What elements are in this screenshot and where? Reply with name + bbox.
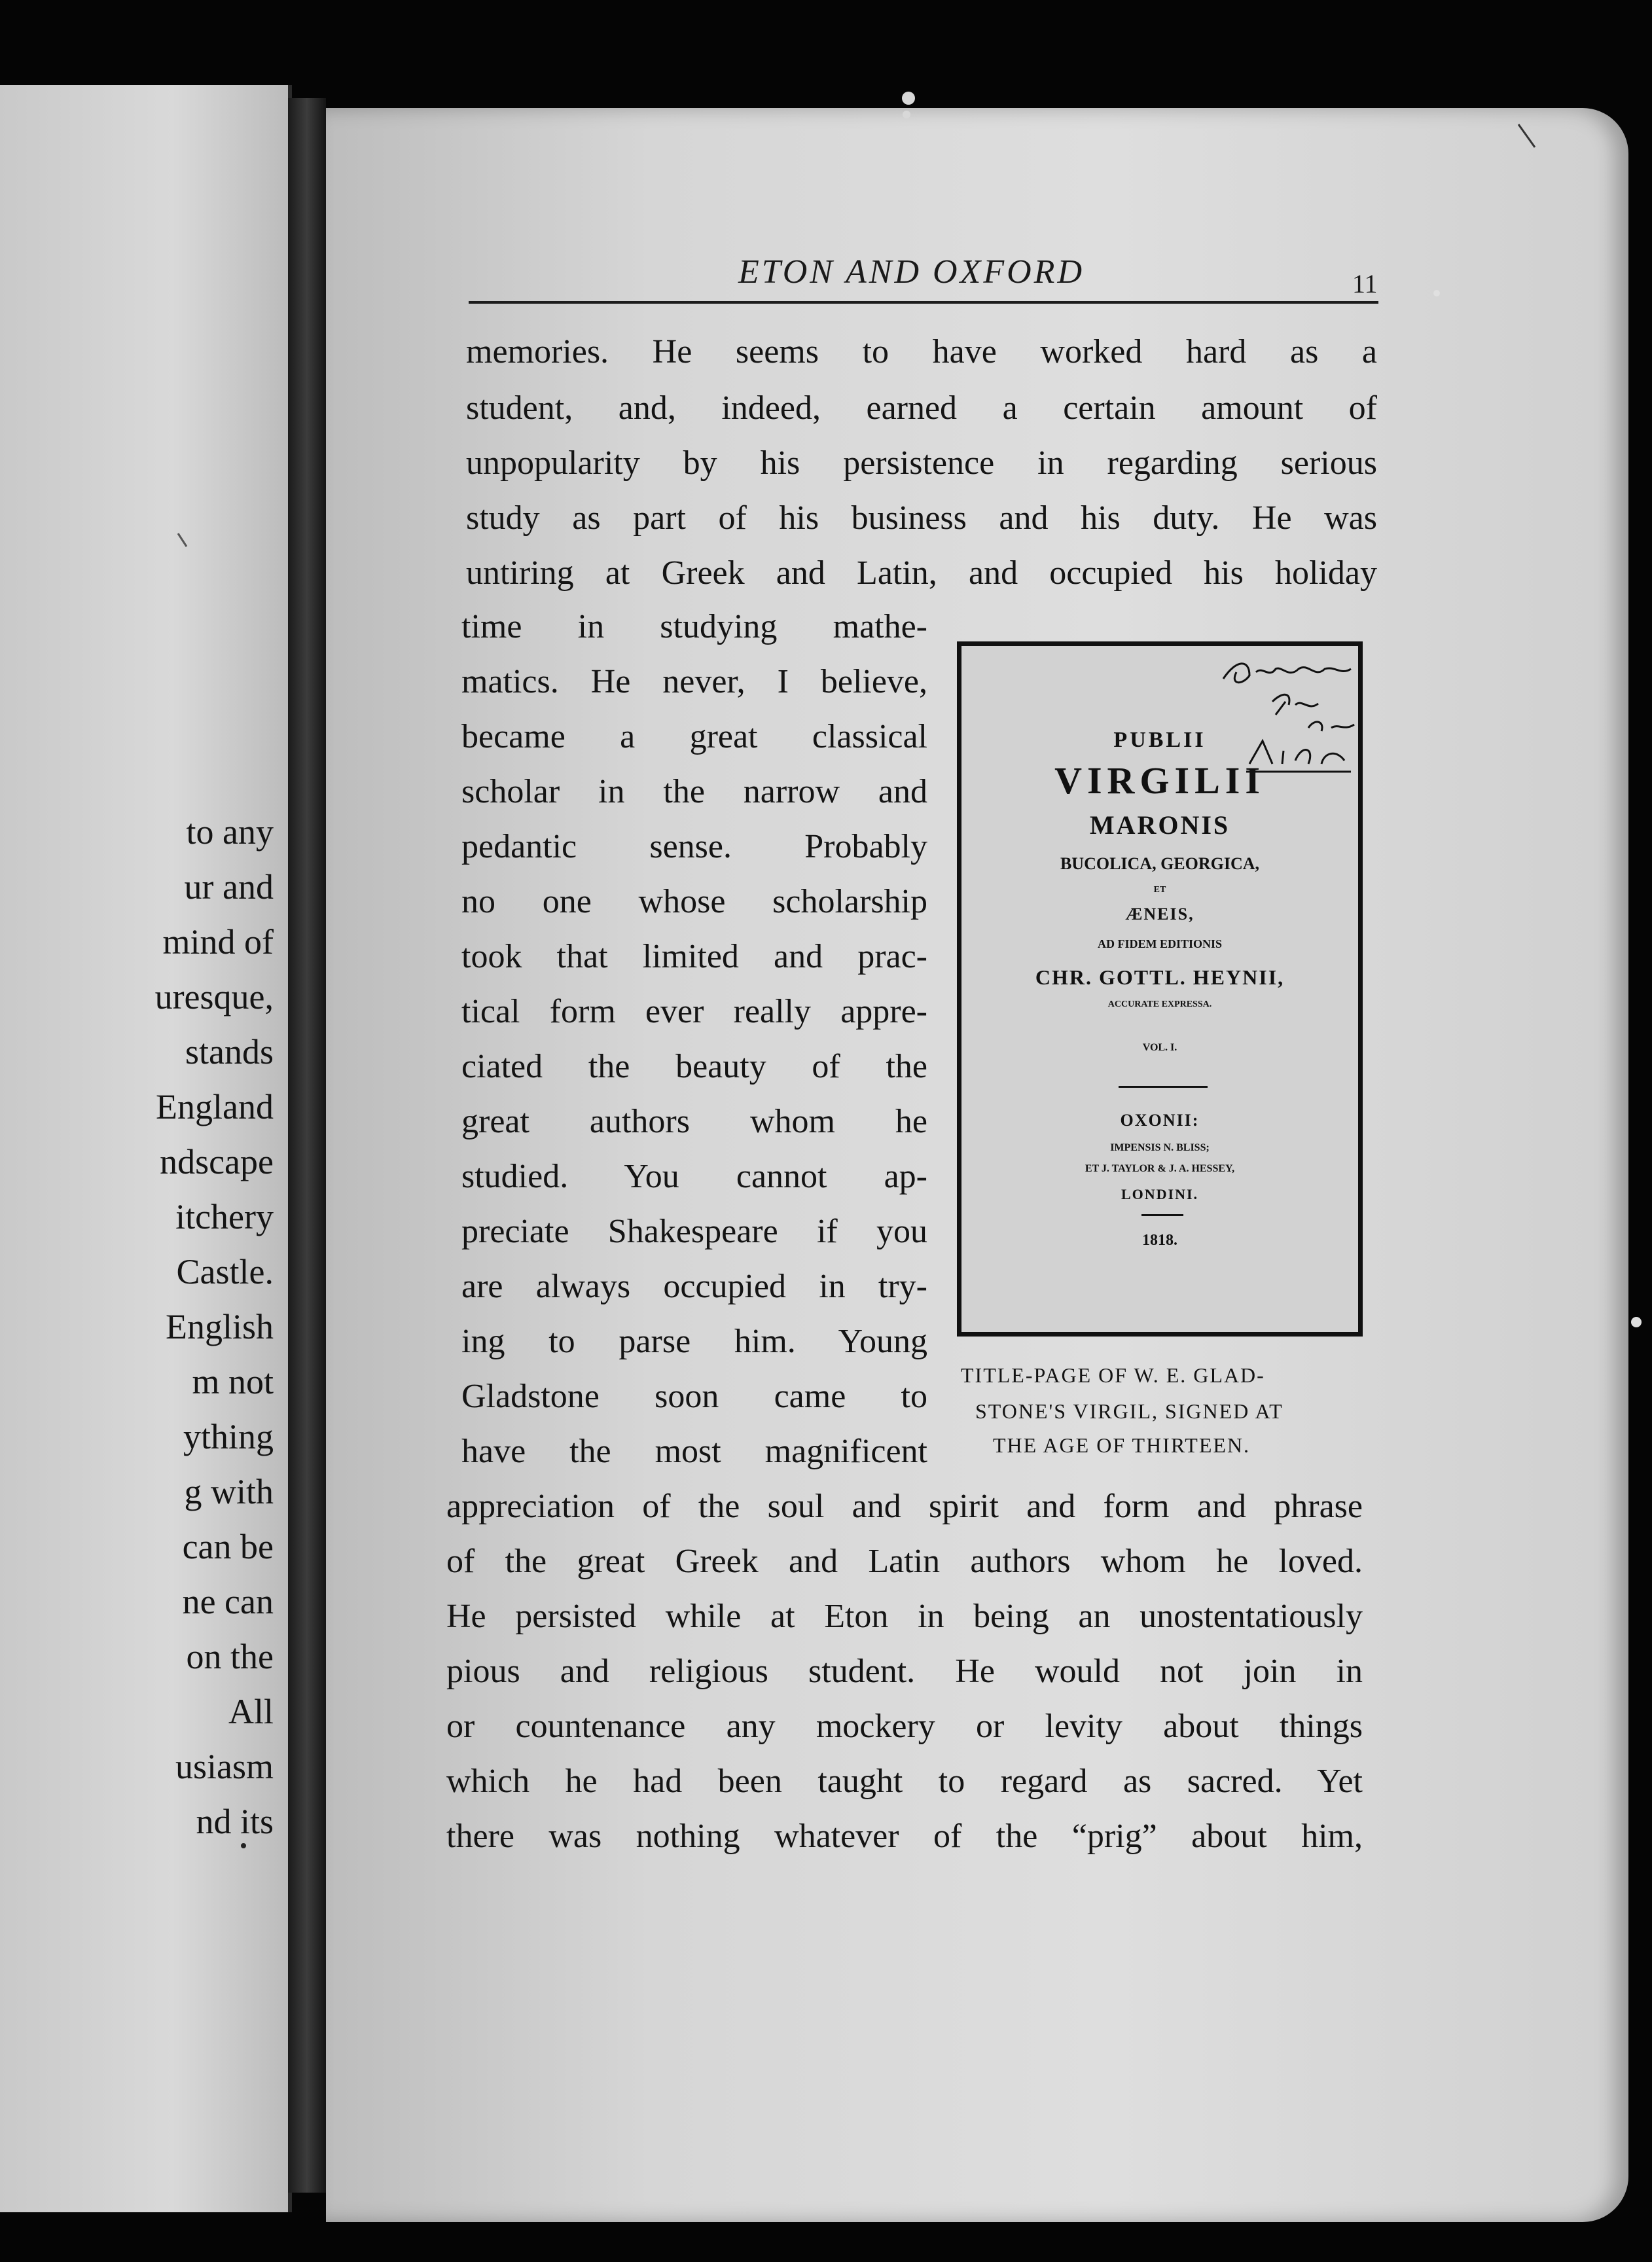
body-line: no one whose scholarship xyxy=(461,883,927,920)
ornament-rule xyxy=(1119,1086,1208,1088)
figure-caption: STONE'S VIRGIL, SIGNED AT xyxy=(975,1399,1284,1423)
figure-caption: TITLE-PAGE OF W. E. GLAD- xyxy=(961,1363,1265,1387)
body-line: preciate Shakespeare if you xyxy=(461,1213,927,1250)
figure-line: VOL. I. xyxy=(1142,1042,1177,1053)
body-line: or countenance any mockery or levity about things xyxy=(446,1708,1363,1745)
facing-line: ur and xyxy=(184,867,274,907)
figure-line: LONDINI. xyxy=(1121,1186,1199,1202)
facing-line: itchery xyxy=(175,1197,274,1236)
body-line: ciated the beauty of the xyxy=(461,1048,927,1085)
figure-caption: THE AGE OF THIRTEEN. xyxy=(993,1433,1251,1457)
body-line: of the great Greek and Latin authors whom he loved. xyxy=(446,1543,1363,1580)
body-line: studied. You cannot ap- xyxy=(461,1158,927,1195)
body-line: matics. He never, I believe, xyxy=(461,663,927,700)
body-line: have the most magnificent xyxy=(461,1433,927,1470)
facing-line: usiasm xyxy=(175,1747,274,1786)
header-rule xyxy=(469,301,1378,304)
body-line: He persisted while at Eton in being an unostentatiously xyxy=(446,1598,1363,1635)
facing-line: can be xyxy=(182,1527,274,1566)
figure-line: PUBLII xyxy=(1113,728,1206,752)
facing-line: uresque, xyxy=(154,977,274,1016)
facing-line: ndscape xyxy=(160,1142,274,1181)
figure-line: CHR. GOTTL. HEYNII, xyxy=(1035,965,1285,989)
body-line: student, and, indeed, earned a certain amount of xyxy=(466,389,1377,427)
facing-line: on the xyxy=(186,1637,274,1676)
facing-line: m not xyxy=(192,1362,274,1401)
body-line: took that limited and prac- xyxy=(461,938,927,975)
body-line: great authors whom he xyxy=(461,1103,927,1140)
title-page-figure xyxy=(957,641,1363,1337)
body-line: appreciation of the soul and spirit and form and phrase xyxy=(446,1488,1363,1525)
facing-line: English xyxy=(165,1307,274,1346)
figure-line: ACCURATE EXPRESSA. xyxy=(1107,999,1212,1009)
page-number: 11 xyxy=(1352,269,1378,298)
facing-line: ne can xyxy=(182,1582,274,1621)
body-line: unpopularity by his persistence in regarding serious xyxy=(466,444,1377,482)
facing-line: England xyxy=(156,1087,274,1126)
body-line: Gladstone soon came to xyxy=(461,1378,927,1415)
body-line: time in studying mathe- xyxy=(461,608,927,645)
facing-line: ything xyxy=(183,1417,274,1456)
body-line: untiring at Greek and Latin, and occupied his holiday xyxy=(466,554,1377,592)
body-line: pedantic sense. Probably xyxy=(461,828,927,865)
book-gutter xyxy=(288,98,326,2193)
figure-line: ÆNEIS, xyxy=(1125,905,1194,924)
body-line: are always occupied in try- xyxy=(461,1268,927,1305)
figure-line: OXONII: xyxy=(1120,1111,1200,1130)
body-line: tical form ever really appre- xyxy=(461,993,927,1030)
figure-line: ET J. TAYLOR & J. A. HESSEY, xyxy=(1085,1163,1235,1174)
figure-line: ET xyxy=(1153,885,1166,895)
figure-line: 1818. xyxy=(1142,1232,1177,1249)
body-line: there was nothing whatever of the “prig” about him, xyxy=(446,1818,1363,1855)
figure-line: IMPENSIS N. BLISS; xyxy=(1110,1142,1210,1153)
facing-line: All xyxy=(228,1692,274,1731)
facing-line: nd its xyxy=(196,1802,274,1841)
facing-line: Castle. xyxy=(176,1252,274,1291)
facing-line: mind of xyxy=(162,922,274,961)
body-line: pious and religious student. He would not join in xyxy=(446,1653,1363,1690)
body-line: memories. He seems to have worked hard as a xyxy=(466,333,1377,370)
body-line: became a great classical xyxy=(461,718,927,755)
body-line: which he had been taught to regard as sacred. Yet xyxy=(446,1763,1363,1800)
figure-line: BUCOLICA, GEORGICA, xyxy=(1060,854,1260,873)
facing-line: g with xyxy=(184,1472,274,1511)
facing-line: to any xyxy=(186,812,274,852)
facing-line: stands xyxy=(185,1032,274,1071)
figure-line: MARONIS xyxy=(1089,810,1230,840)
facing-page xyxy=(0,85,292,2212)
running-head: ETON AND OXFORD xyxy=(738,253,1085,291)
figure-line: VIRGILII xyxy=(1054,759,1265,802)
body-line: study as part of his business and his duty. He was xyxy=(466,499,1377,537)
figure-line: AD FIDEM EDITIONIS xyxy=(1097,937,1223,950)
body-line: ing to parse him. Young xyxy=(461,1323,927,1360)
body-line: scholar in the narrow and xyxy=(461,773,927,810)
ornament-rule xyxy=(1141,1214,1183,1216)
